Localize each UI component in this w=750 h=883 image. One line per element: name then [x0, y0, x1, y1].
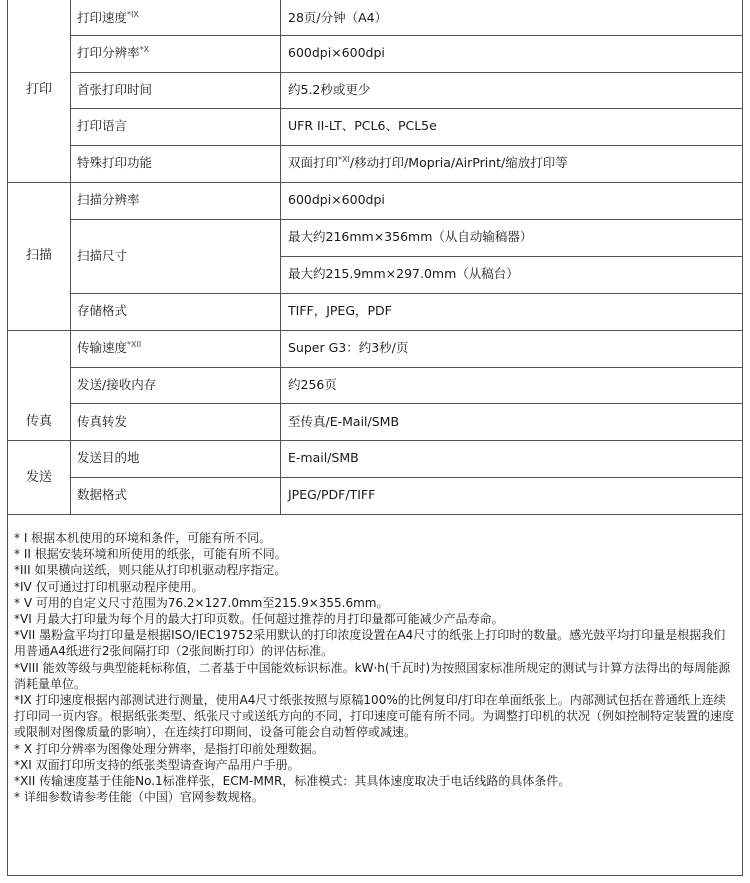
- spec-label: 传真转发: [77, 414, 128, 429]
- spec-label: 打印分辨率$^{*X}$: [77, 44, 149, 60]
- divider: [70, 293, 742, 294]
- spec-label: 打印速度$^{*IX}$: [77, 9, 139, 25]
- divider: [70, 219, 742, 220]
- spec-label: 存储格式: [77, 303, 128, 318]
- divider: [70, 403, 742, 404]
- spec-value: 至传真/E-Mail/SMB: [288, 414, 400, 429]
- footnote: *VIII 能效等级与典型能耗标称值，二者基于中国能效标识标准。kW·h(千瓦时)为按照国家标准所规定的测试与计算方法得出的每周能源消耗量单位。: [14, 660, 731, 691]
- divider: [8, 330, 742, 331]
- divider: [70, 477, 742, 478]
- spec-label: 特殊打印功能: [77, 155, 153, 170]
- spec-value: 600dpi×600dpi: [288, 192, 385, 207]
- divider: [70, 72, 742, 73]
- spec-value: TIFF，JPEG，PDF: [288, 303, 392, 318]
- category-send: 发送: [25, 470, 52, 485]
- spec-value: Super G3：约3秒/页: [288, 340, 409, 355]
- footnote-ref: *XII: [127, 339, 142, 349]
- footnotes: [14, 530, 736, 805]
- spec-value: 约5.2秒或更少: [288, 82, 371, 97]
- divider: [8, 440, 742, 441]
- spec-label: 打印语言: [77, 118, 128, 133]
- spec-label: 传输速度$^{*XII}$: [77, 339, 142, 355]
- footnote: *VI 月最大打印量为每个月的最大打印页数。任何超过推荐的月打印量都可能减少产品寿命。: [14, 612, 504, 627]
- divider: [70, 0, 71, 515]
- divider: [70, 367, 742, 368]
- footnote: *III 如果横向送纸，则只能从打印机驱动程序指定。: [14, 563, 287, 578]
- spec-value: E-mail/SMB: [288, 450, 359, 465]
- spec-label: 扫描分辨率: [77, 192, 140, 207]
- footnote-ref: *X: [139, 44, 149, 54]
- spec-value: 最大约215.9mm×297.0mm（从稿台）: [288, 266, 519, 281]
- footnote: * II 根据安装环境和所使用的纸张，可能有所不同。: [14, 547, 287, 562]
- spec-label: 发送目的地: [77, 450, 140, 465]
- spec-value: 约256页: [288, 377, 337, 392]
- footnote: *XI 双面打印所支持的纸张类型请查询产品用户手册。: [14, 757, 300, 772]
- footnote: *IV 仅可通过打印机驱动程序使用。: [14, 579, 204, 594]
- footnote: *XII 传输速度基于佳能No.1标准样张，ECM-MMR，标准模式：其具体速度取决于电话线路的具体条件。: [14, 774, 571, 789]
- divider: [8, 514, 742, 515]
- footnote: *IX 打印速度根据内部测试进行测量，使用A4尺寸纸张按照与原稿100%的比例复印/打印在单面纸张上。内部测试包括在普通纸上连续打印同一页内容。根据纸张类型、纸张尺寸或送纸方向的不同，打印速度可能有所不同。为调整打印机的状况（例如控制特定装置的速度或限制对图像质量的影响），在连续打印期间，设备可能会自动暂停或减速。: [14, 693, 735, 740]
- spec-label: 首张打印时间: [77, 82, 153, 97]
- footnote: * V 可用的自定义尺寸范围为76.2×127.0mm至215.9×355.6mm。: [14, 595, 389, 610]
- spec-value: 最大约216mm×356mm（从自动输稿器）: [288, 229, 533, 244]
- footnote: * 详细参数请参考佳能（中国）官网参数规格。: [14, 790, 264, 805]
- spec-value: 600dpi×600dpi: [288, 45, 385, 60]
- category-scan: 扫描: [25, 248, 52, 263]
- divider: [280, 0, 281, 515]
- footnote: *VII 墨粉盒平均打印量是根据ISO/IEC19752采用默认的打印浓度设置在A4尺寸的纸张上打印时的数量。感光鼓平均打印量是根据我们用普通A4纸进行2张间隔打印（2张间断打印）的评估标准。: [14, 628, 726, 659]
- divider: [8, 182, 742, 183]
- spec-value: 28页/分钟（A4）: [288, 10, 388, 25]
- spec-value: JPEG/PDF/TIFF: [288, 487, 376, 502]
- spec-label: 发送/接收内存: [77, 377, 157, 392]
- spec-value: 双面打印$^{*XI}$/移动打印/Mopria/AirPrint/缩放打印等: [288, 154, 568, 170]
- spec-value: UFR II-LT、PCL6、PCL5e: [288, 118, 437, 133]
- spec-label: 扫描尺寸: [77, 248, 128, 263]
- spec-table: [7, 0, 743, 876]
- category-fax: 传真: [25, 414, 52, 429]
- spec-label: 数据格式: [77, 487, 128, 502]
- divider: [70, 145, 742, 146]
- divider: [70, 35, 742, 36]
- category-print: 打印: [25, 82, 52, 97]
- divider: [70, 108, 742, 109]
- footnote-ref: *IX: [127, 9, 139, 19]
- footnote: * I 根据本机使用的环境和条件，可能有所不同。: [14, 531, 272, 545]
- footnote-ref: *XI: [338, 154, 350, 164]
- footnote: * X 打印分辨率为图像处理分辨率，是指打印前处理数据。: [14, 741, 324, 756]
- divider: [280, 256, 742, 257]
